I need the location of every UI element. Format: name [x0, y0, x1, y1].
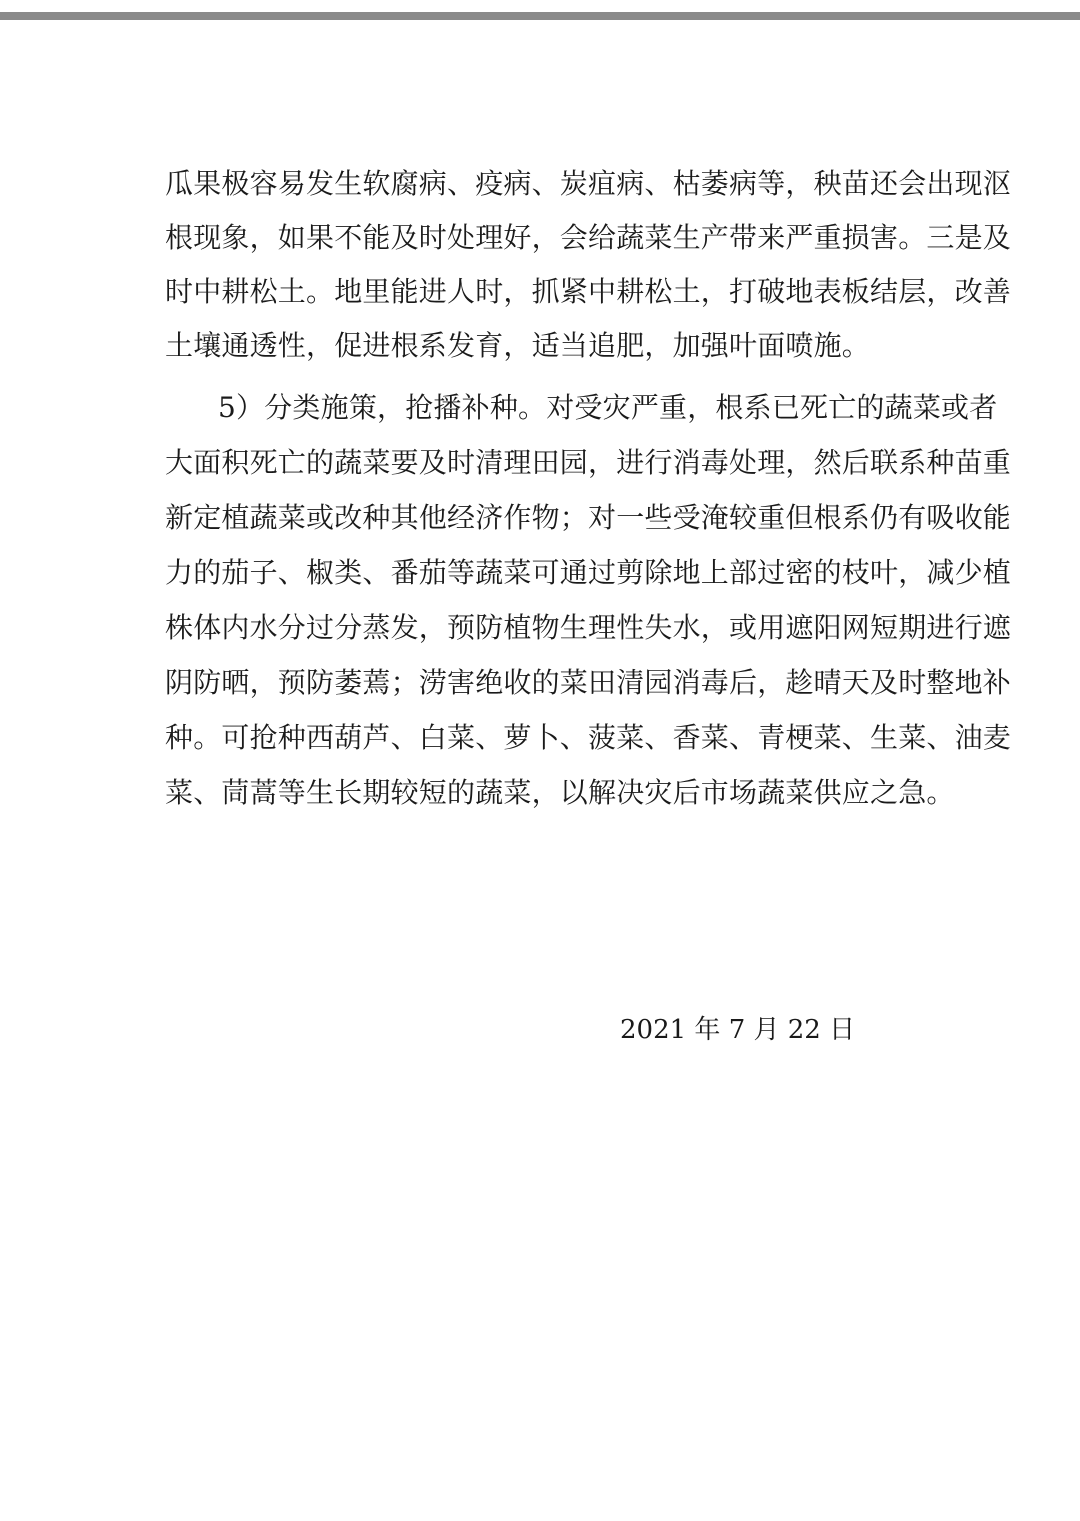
text-line-1: 瓜果极容易发生软腐病、疫病、炭疽病、枯萎病等，秧苗还会出现沤: [165, 167, 1012, 200]
text-line-9: 株体内水分过分蒸发，预防植物生理性失水，或用遮阳网短期进行遮: [165, 611, 1012, 644]
document-date: 2021 年 7 月 22 日: [620, 1015, 856, 1045]
text-line-2: 根现象，如果不能及时处理好，会给蔬菜生产带来严重损害。三是及: [165, 221, 1012, 254]
text-line-11: 种。可抢种西葫芦、白菜、萝卜、菠菜、香菜、青梗菜、生菜、油麦: [165, 721, 1012, 754]
text-line-8: 力的茄子、椒类、番茄等蔬菜可通过剪除地上部过密的枝叶，减少植: [165, 556, 1012, 589]
text-line-4: 土壤通透性，促进根系发育，适当追肥，加强叶面喷施。: [165, 329, 871, 362]
text-line-5: 5）分类施策，抢播补种。对受灾严重，根系已死亡的蔬菜或者: [218, 391, 998, 424]
text-line-6: 大面积死亡的蔬菜要及时清理田园，进行消毒处理，然后联系种苗重: [165, 446, 1012, 479]
text-line-12: 菜、茼蒿等生长期较短的蔬菜，以解决灾后市场蔬菜供应之急。: [165, 776, 955, 809]
text-line-10: 阴防晒，预防萎蔫；涝害绝收的菜田清园消毒后，趁晴天及时整地补: [165, 666, 1012, 699]
text-line-7: 新定植蔬菜或改种其他经济作物；对一些受淹较重但根系仍有吸收能: [165, 501, 1012, 534]
text-line-3: 时中耕松土。地里能进人时，抓紧中耕松土，打破地表板结层，改善: [165, 275, 1012, 308]
